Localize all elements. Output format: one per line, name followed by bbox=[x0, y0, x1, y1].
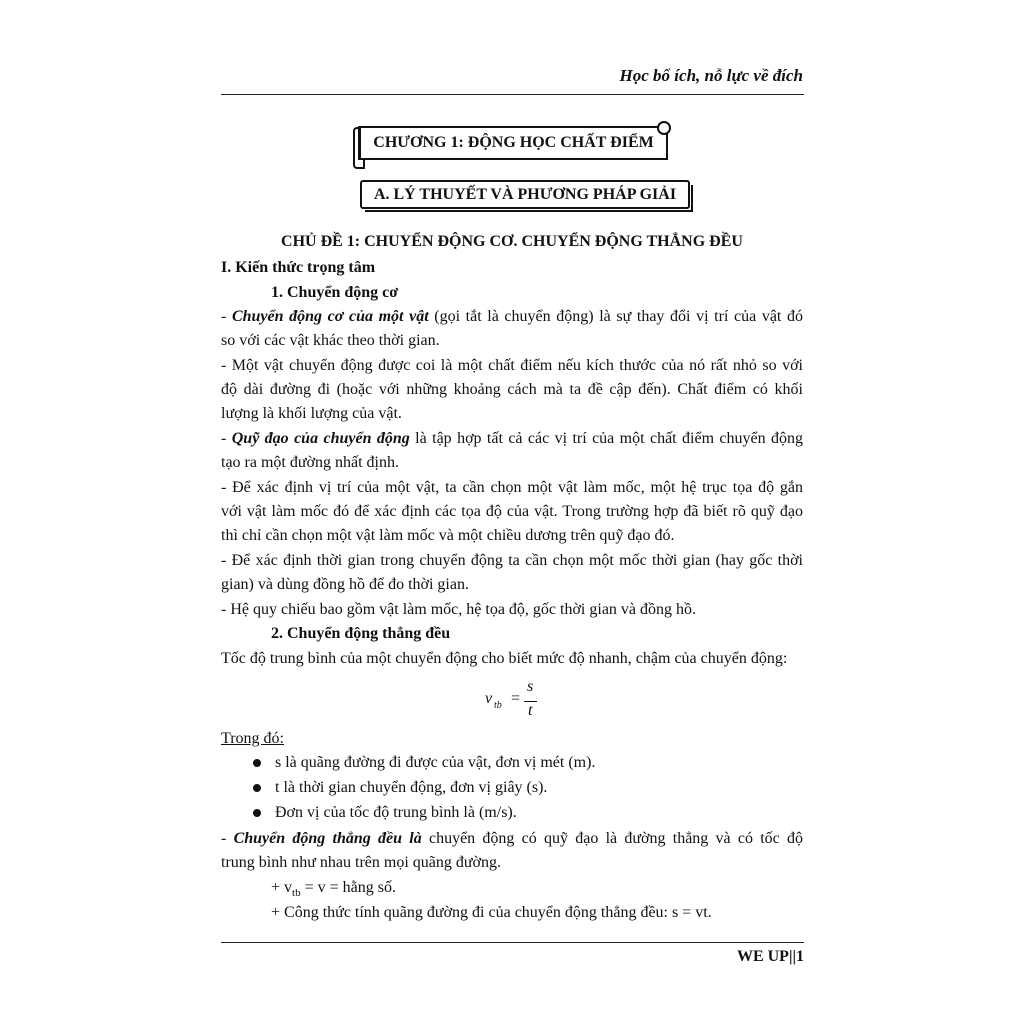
average-speed-formula bbox=[485, 680, 565, 724]
scroll-right-ornament bbox=[657, 121, 671, 135]
header-slogan: Học bổ ích, nỗ lực về đích bbox=[619, 66, 803, 85]
formula-v: v bbox=[485, 690, 493, 707]
paragraph-6: - Hệ quy chiếu bao gồm vật làm mốc, hệ tọa độ, gốc thời gian và đồng hồ. bbox=[221, 601, 697, 618]
paragraph-7: Tốc độ trung bình của một chuyển động cho biết mức độ nhanh, chậm của chuyển động: bbox=[221, 650, 788, 667]
heading-knowledge: I. Kiến thức trọng tâm bbox=[221, 259, 376, 276]
paragraph-2-line-2: độ dài đường đi (hoặc với những khoảng cách mà ta đề cập đến). Chất điểm có khối bbox=[221, 381, 803, 398]
paragraph-2-line-3: lượng là khối lượng của vật. bbox=[221, 405, 402, 422]
footer-divider bbox=[221, 942, 804, 943]
paragraph-1-line-1: - Chuyển động cơ của một vật (gọi tắt là chuyển động) là sự thay đổi vị trí của vật đó bbox=[221, 308, 803, 325]
bullet-item-2: t là thời gian chuyển động, đơn vị giây (s). bbox=[275, 779, 548, 796]
where-label: Trong đó: bbox=[221, 730, 284, 747]
paragraph-5-line-1: - Để xác định thời gian trong chuyển động ta cần chọn một mốc thời gian (hay gốc thời bbox=[221, 552, 803, 569]
bullet-dot bbox=[253, 759, 261, 767]
chapter-title: CHƯƠNG 1: ĐỘNG HỌC CHẤT ĐIỂM bbox=[358, 126, 668, 160]
header-divider bbox=[221, 94, 804, 95]
subheading-uniform-motion: 2. Chuyển động thẳng đều bbox=[271, 625, 451, 642]
bullet-item-1: s là quãng đường đi được của vật, đơn vị mét (m). bbox=[275, 754, 596, 771]
formula-equals: = bbox=[511, 690, 521, 707]
paragraph-2-line-1: - Một vật chuyển động được coi là một chất điểm nếu kích thước của nó rất nhỏ so với bbox=[221, 357, 803, 374]
paragraph-5-line-2: gian) và dùng đồng hồ để đo thời gian. bbox=[221, 576, 469, 593]
chapter-banner bbox=[353, 121, 671, 165]
footer-page-number: WE UP||1 bbox=[736, 948, 804, 965]
plus-item-1: + $v_{tb} = v$ = hằng số. bbox=[271, 879, 396, 900]
formula-numerator: s bbox=[527, 678, 534, 695]
paragraph-1-line-2: so với các vật khác theo thời gian. bbox=[221, 332, 440, 349]
paragraph-8-line-2: trung bình như nhau trên mọi quãng đường. bbox=[221, 854, 501, 871]
subheading-motion: 1. Chuyển động cơ bbox=[271, 284, 399, 301]
paragraph-3-line-2: tạo ra một đường nhất định. bbox=[221, 454, 399, 471]
plus-item-2: + Công thức tính quãng đường đi của chuyển động thẳng đều: s = vt. bbox=[271, 904, 712, 921]
paragraph-3-line-1: - Quỹ đạo của chuyển động là tập hợp tất cả các vị trí của một chất điểm chuyển động bbox=[221, 430, 804, 447]
bullet-dot bbox=[253, 809, 261, 817]
paragraph-4-line-2: với vật làm mốc đó để xác định các tọa độ của vật. Trong trường hợp đã biết rõ quỹ đạo bbox=[221, 503, 803, 520]
formula-denominator: t bbox=[528, 702, 533, 719]
section-title: A. LÝ THUYẾT VÀ PHƯƠNG PHÁP GIẢI bbox=[360, 180, 690, 209]
formula-subscript: tb bbox=[494, 700, 502, 711]
bullet-item-3: Đơn vị của tốc độ trung bình là (m/s). bbox=[275, 804, 517, 821]
paragraph-8-line-1: - Chuyển động thẳng đều là chuyển động có quỹ đạo là đường thẳng và có tốc độ bbox=[221, 830, 804, 847]
topic-title: CHỦ ĐỀ 1: CHUYỂN ĐỘNG CƠ. CHUYỂN ĐỘNG THẲNG ĐỀU bbox=[281, 233, 743, 250]
paragraph-4-line-1: - Để xác định vị trí của một vật, ta cần chọn một vật làm mốc, một hệ trục tọa độ gắn bbox=[221, 479, 803, 496]
paragraph-4-line-3: thì chỉ cần chọn một vật làm mốc và một chiều dương trên quỹ đạo đó. bbox=[221, 527, 675, 544]
bullet-dot bbox=[253, 784, 261, 792]
